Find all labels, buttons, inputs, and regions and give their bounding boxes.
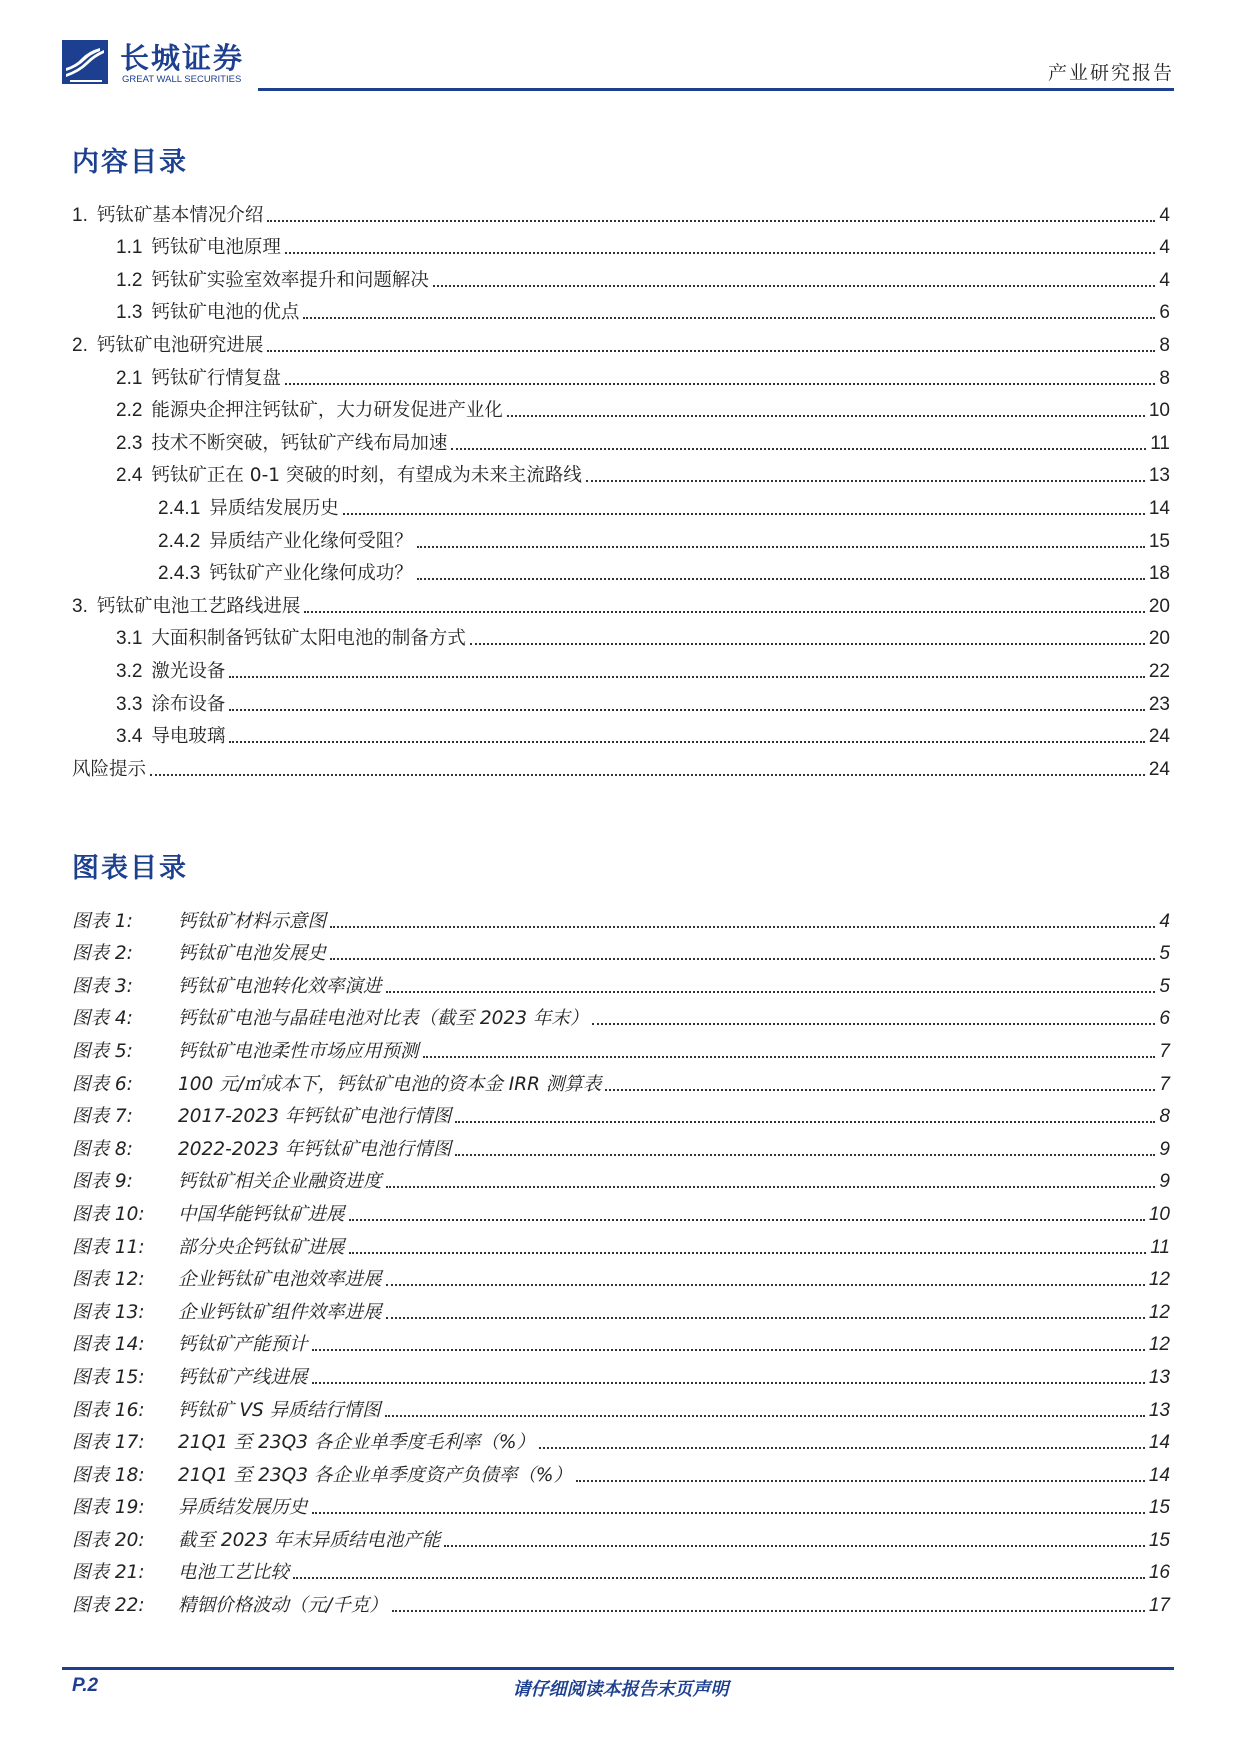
dot-leader (444, 1545, 1145, 1547)
figure-entry[interactable] (72, 1493, 1170, 1526)
figure-entry[interactable] (72, 1134, 1170, 1167)
figure-entry[interactable] (72, 1069, 1170, 1102)
toc-entry-text: 异质结发展历史 (209, 497, 339, 519)
figure-entry-text: 钙钛矿产线进展 (178, 1366, 308, 1388)
toc-entry[interactable] (72, 396, 1170, 429)
toc-entry[interactable] (72, 722, 1170, 755)
toc-entry-page: 4 (1159, 204, 1170, 226)
dot-leader (392, 1610, 1145, 1612)
dot-leader (303, 317, 1155, 319)
figure-entry-page: 12 (1148, 1301, 1170, 1323)
toc-entry[interactable] (72, 363, 1170, 396)
dot-leader (330, 958, 1155, 960)
dot-leader (229, 741, 1144, 743)
figure-entry-text: 企业钙钛矿组件效率进展 (178, 1301, 382, 1323)
figure-entry-label: 图表 2: (72, 943, 133, 965)
toc-entry-number: 3. (72, 595, 88, 617)
figure-entry-page: 6 (1159, 1008, 1170, 1030)
toc-entry[interactable] (72, 493, 1170, 526)
table-of-contents (72, 200, 1170, 787)
figure-entry-text: 电池工艺比较 (178, 1562, 290, 1584)
toc-entry-text: 导电玻璃 (151, 726, 226, 748)
toc-entry-title (116, 298, 299, 330)
figure-entry-text: 精铟价格波动（元/千克） (178, 1595, 388, 1617)
figure-entry-label: 图表 18: (72, 1464, 145, 1486)
dot-leader (433, 285, 1155, 287)
dot-leader (229, 676, 1144, 678)
toc-entry-page: 10 (1148, 400, 1170, 422)
figure-entry-text: 中国华能钙钛矿进展 (178, 1203, 345, 1225)
dot-leader (423, 1056, 1156, 1058)
figure-entry-page: 14 (1148, 1432, 1170, 1454)
figure-list (72, 906, 1170, 1623)
toc-entry-title (72, 592, 300, 624)
great-wall-logo-icon (62, 40, 108, 84)
figure-entry-label: 图表 6: (72, 1073, 133, 1095)
dot-leader (386, 1284, 1145, 1286)
toc-entry-text: 技术不断突破，钙钛矿产线布局加速 (151, 432, 448, 454)
figure-entry-label: 图表 13: (72, 1301, 145, 1323)
dot-leader (349, 1219, 1145, 1221)
toc-entry-number: 3.2 (116, 660, 143, 682)
figure-entry-page: 5 (1159, 975, 1170, 997)
dot-leader (451, 448, 1146, 450)
figure-entry-label: 图表 5: (72, 1040, 133, 1062)
toc-entry-text: 钙钛矿实验室效率提升和问题解决 (151, 269, 429, 291)
toc-entry-text: 能源央企押注钙钛矿，大力研发促进产业化 (151, 400, 503, 422)
toc-entry[interactable] (72, 265, 1170, 298)
figure-entry-text: 钙钛矿材料示意图 (178, 910, 327, 932)
dot-leader (386, 991, 1156, 993)
figure-entry[interactable] (72, 1199, 1170, 1232)
toc-entry-page: 24 (1148, 726, 1170, 748)
report-type: 产业研究报告 (1047, 62, 1174, 84)
figure-entry-text: 企业钙钛矿电池效率进展 (178, 1269, 382, 1291)
figure-entry-text: 2022-2023 年钙钛矿电池行情图 (178, 1138, 452, 1160)
toc-entry-text: 钙钛矿行情复盘 (151, 367, 281, 389)
figure-entry-text: 100 元/㎡成本下，钙钛矿电池的资本金 IRR 测算表 (178, 1073, 602, 1095)
figure-entry[interactable] (72, 1265, 1170, 1298)
company-logo (62, 36, 262, 88)
figure-entry-label: 图表 4: (72, 1008, 133, 1030)
dot-leader (386, 1317, 1145, 1319)
figure-entry-label: 图表 1: (72, 910, 133, 932)
toc-entry[interactable] (72, 656, 1170, 689)
figure-entry-text: 钙钛矿产能预计 (178, 1334, 308, 1356)
dot-leader (417, 578, 1145, 580)
dot-leader (330, 926, 1155, 928)
toc-entry-number: 3.3 (116, 693, 143, 715)
toc-entry-text: 钙钛矿电池工艺路线进展 (96, 595, 301, 617)
logo-chinese-name: 长城证券 (120, 41, 245, 75)
toc-entry-title (158, 559, 413, 591)
toc-entry-page: 6 (1159, 302, 1170, 324)
toc-entry-title (72, 755, 146, 787)
toc-entry-text: 钙钛矿基本情况介绍 (96, 204, 264, 226)
toc-entry[interactable] (72, 624, 1170, 657)
toc-entry[interactable] (72, 233, 1170, 266)
figure-entry-label: 图表 20: (72, 1529, 145, 1551)
figure-entry-label: 图表 11: (72, 1236, 145, 1258)
toc-entry-title (116, 657, 225, 689)
figure-entry-page: 8 (1159, 1106, 1170, 1128)
toc-entry[interactable] (72, 754, 1170, 787)
figure-entry-text: 钙钛矿 VS 异质结行情图 (178, 1399, 381, 1421)
toc-entry-number: 2.4.2 (158, 530, 201, 552)
toc-entry-page: 20 (1148, 595, 1170, 617)
figure-list-title: 图表目录 (72, 853, 188, 884)
toc-entry-page: 13 (1148, 465, 1170, 487)
dot-leader (293, 1577, 1145, 1579)
dot-leader (267, 350, 1155, 352)
toc-entry-number: 3.1 (116, 628, 143, 650)
dot-leader (455, 1154, 1155, 1156)
dot-leader (507, 415, 1145, 417)
toc-entry-number: 1.1 (116, 237, 143, 259)
dot-leader (312, 1382, 1145, 1384)
figure-entry-page: 14 (1148, 1464, 1170, 1486)
toc-entry-text: 钙钛矿电池研究进展 (96, 334, 264, 356)
figure-entry-label: 图表 3: (72, 975, 133, 997)
figure-entry-text: 钙钛矿电池发展史 (178, 943, 327, 965)
figure-entry-page: 9 (1159, 1138, 1170, 1160)
dot-leader (539, 1447, 1145, 1449)
figure-entry-label: 图表 12: (72, 1269, 145, 1291)
toc-entry-title (116, 233, 281, 265)
toc-entry-page: 8 (1159, 367, 1170, 389)
toc-entry-title (116, 624, 466, 656)
toc-entry-number: 1. (72, 204, 88, 226)
toc-entry-text: 激光设备 (151, 660, 226, 682)
figure-entry-page: 15 (1148, 1497, 1170, 1519)
toc-entry-page: 8 (1159, 334, 1170, 356)
toc-entry-page: 15 (1148, 530, 1170, 552)
footer-disclaimer: 请仔细阅读本报告末页声明 (512, 1679, 729, 1700)
figure-entry[interactable] (72, 971, 1170, 1004)
toc-entry-title (158, 527, 413, 559)
figure-entry-label: 图表 21: (72, 1562, 145, 1584)
figure-entry-text: 2017-2023 年钙钛矿电池行情图 (178, 1106, 452, 1128)
toc-entry-title (116, 396, 503, 428)
toc-entry-text: 大面积制备钙钛矿太阳电池的制备方式 (151, 628, 466, 650)
logo-english-name: GREAT WALL SECURITIES (122, 74, 242, 85)
toc-entry-page: 11 (1150, 432, 1170, 454)
toc-entry-page: 18 (1148, 563, 1170, 585)
toc-entry-number: 2. (72, 334, 88, 356)
toc-entry-text: 涂布设备 (151, 693, 226, 715)
footer-divider (62, 1667, 1174, 1670)
dot-leader (385, 1415, 1145, 1417)
figure-entry[interactable] (72, 1428, 1170, 1461)
toc-entry-page: 22 (1148, 660, 1170, 682)
toc-entry[interactable] (72, 461, 1170, 494)
dot-leader (285, 252, 1155, 254)
figure-entry-page: 17 (1148, 1595, 1170, 1617)
figure-entry[interactable] (72, 1167, 1170, 1200)
toc-entry-page: 24 (1148, 758, 1170, 780)
figure-entry-label: 图表 14: (72, 1334, 145, 1356)
figure-entry-page: 13 (1148, 1366, 1170, 1388)
toc-entry-number: 2.4.3 (158, 563, 201, 585)
toc-entry[interactable] (72, 428, 1170, 461)
figure-entry-text: 钙钛矿电池转化效率演进 (178, 975, 382, 997)
toc-entry-number: 2.4.1 (158, 497, 201, 519)
toc-entry-number: 2.2 (116, 400, 143, 422)
figure-entry-label: 图表 8: (72, 1138, 133, 1160)
dot-leader (304, 611, 1144, 613)
toc-entry-page: 23 (1148, 693, 1170, 715)
figure-entry[interactable] (72, 1102, 1170, 1135)
figure-entry-text: 截至 2023 年末异质结电池产能 (178, 1529, 441, 1551)
toc-entry-number: 2.1 (116, 367, 143, 389)
toc-entry[interactable] (72, 526, 1170, 559)
figure-entry-text: 21Q1 至 23Q3 各企业单季度资产负债率（%） (178, 1464, 572, 1486)
toc-entry-text: 钙钛矿电池原理 (151, 237, 281, 259)
header-divider (258, 88, 1174, 91)
figure-entry-text: 钙钛矿相关企业融资进度 (178, 1171, 382, 1193)
toc-entry-number: 3.4 (116, 726, 143, 748)
figure-entry[interactable] (72, 1460, 1170, 1493)
toc-entry-title (72, 201, 263, 233)
figure-entry-page: 5 (1159, 943, 1170, 965)
dot-leader (470, 643, 1145, 645)
figure-entry-page: 11 (1150, 1236, 1170, 1258)
toc-entry-text: 钙钛矿电池的优点 (151, 302, 300, 324)
toc-entry-number: 2.4 (116, 465, 143, 487)
figure-entry-page: 16 (1148, 1562, 1170, 1584)
toc-entry-page: 4 (1159, 269, 1170, 291)
dot-leader (605, 1089, 1155, 1091)
dot-leader (285, 383, 1155, 385)
figure-entry[interactable] (72, 1330, 1170, 1363)
figure-entry-text: 部分央企钙钛矿进展 (178, 1236, 345, 1258)
figure-entry[interactable] (72, 1297, 1170, 1330)
toc-entry[interactable] (72, 689, 1170, 722)
dot-leader (343, 513, 1145, 515)
toc-entry-page: 20 (1148, 628, 1170, 650)
figure-entry-page: 12 (1148, 1334, 1170, 1356)
figure-entry[interactable] (72, 939, 1170, 972)
figure-entry-label: 图表 19: (72, 1497, 145, 1519)
figure-entry-label: 图表 9: (72, 1171, 133, 1193)
figure-entry-text: 21Q1 至 23Q3 各企业单季度毛利率（%） (178, 1432, 535, 1454)
dot-leader (455, 1121, 1155, 1123)
dot-leader (150, 774, 1145, 776)
toc-entry[interactable] (72, 200, 1170, 233)
figure-entry[interactable] (72, 1590, 1170, 1623)
dot-leader (417, 546, 1145, 548)
toc-entry-title (116, 429, 447, 461)
figure-entry[interactable] (72, 1362, 1170, 1395)
figure-entry[interactable] (72, 1036, 1170, 1069)
toc-entry-text: 钙钛矿正在 0-1 突破的时刻，有望成为未来主流路线 (151, 465, 582, 487)
figure-entry-text: 钙钛矿电池与晶硅电池对比表（截至 2023 年末） (178, 1008, 589, 1030)
toc-entry-text: 钙钛矿产业化缘何成功？ (209, 563, 413, 585)
toc-entry[interactable] (72, 298, 1170, 331)
figure-entry-page: 13 (1148, 1399, 1170, 1421)
figure-entry[interactable] (72, 906, 1170, 939)
toc-entry-title (116, 461, 582, 493)
dot-leader (229, 709, 1144, 711)
toc-entry-number: 1.3 (116, 302, 143, 324)
page-number: P.2 (72, 1675, 99, 1696)
figure-entry-label: 图表 7: (72, 1106, 133, 1128)
figure-entry[interactable] (72, 1525, 1170, 1558)
figure-entry-label: 图表 10: (72, 1203, 145, 1225)
toc-title: 内容目录 (72, 147, 188, 178)
toc-entry-title (116, 722, 225, 754)
figure-entry-page: 4 (1159, 910, 1170, 932)
figure-entry-label: 图表 17: (72, 1432, 145, 1454)
figure-entry-page: 7 (1159, 1040, 1170, 1062)
figure-entry[interactable] (72, 1232, 1170, 1265)
dot-leader (386, 1186, 1156, 1188)
figure-entry-page: 10 (1148, 1203, 1170, 1225)
dot-leader (592, 1023, 1155, 1025)
toc-entry-number: 2.3 (116, 432, 143, 454)
toc-entry-title (116, 690, 225, 722)
toc-entry[interactable] (72, 591, 1170, 624)
toc-entry-text: 异质结产业化缘何受阻？ (209, 530, 413, 552)
page-header (62, 36, 1174, 92)
figure-entry-text: 异质结发展历史 (178, 1497, 308, 1519)
toc-entry-title (158, 494, 339, 526)
toc-entry[interactable] (72, 330, 1170, 363)
figure-entry-label: 图表 22: (72, 1595, 145, 1617)
dot-leader (267, 220, 1155, 222)
toc-entry-text: 风险提示 (72, 758, 147, 780)
toc-entry-title (116, 364, 281, 396)
toc-entry-number: 1.2 (116, 269, 143, 291)
dot-leader (312, 1512, 1145, 1514)
dot-leader (349, 1252, 1147, 1254)
toc-entry-page: 14 (1148, 497, 1170, 519)
figure-entry[interactable] (72, 1004, 1170, 1037)
figure-entry-page: 15 (1148, 1529, 1170, 1551)
toc-entry-title (116, 266, 429, 298)
figure-entry-label: 图表 15: (72, 1366, 145, 1388)
figure-entry-page: 7 (1159, 1073, 1170, 1095)
figure-entry-text: 钙钛矿电池柔性市场应用预测 (178, 1040, 419, 1062)
figure-entry-page: 9 (1159, 1171, 1170, 1193)
figure-entry-page: 12 (1148, 1269, 1170, 1291)
toc-entry[interactable] (72, 559, 1170, 592)
toc-entry-title (72, 331, 263, 363)
toc-entry-page: 4 (1159, 237, 1170, 259)
figure-entry[interactable] (72, 1395, 1170, 1428)
dot-leader (312, 1349, 1145, 1351)
dot-leader (576, 1480, 1145, 1482)
figure-entry-label: 图表 16: (72, 1399, 145, 1421)
figure-entry[interactable] (72, 1558, 1170, 1591)
dot-leader (586, 480, 1145, 482)
